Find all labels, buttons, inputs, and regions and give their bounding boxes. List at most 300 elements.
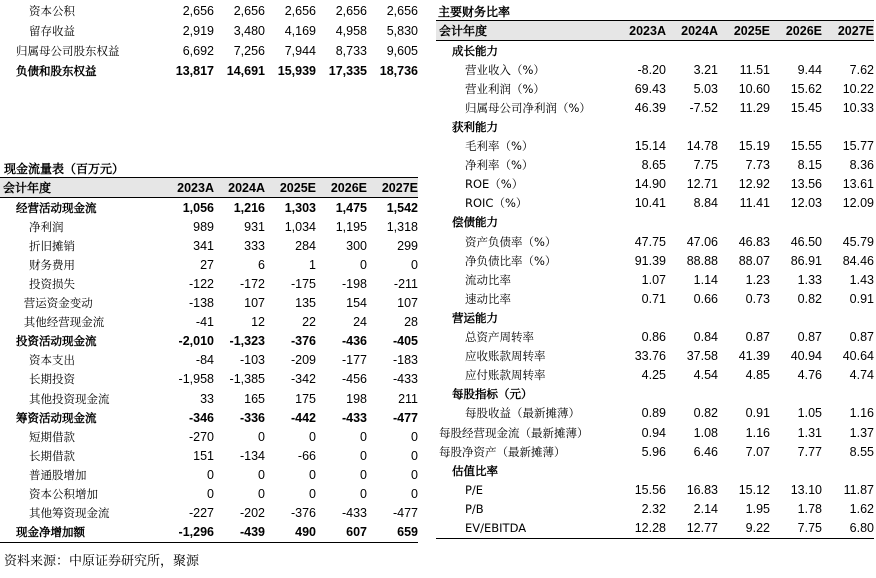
row-label: 投资活动现金流 — [16, 334, 97, 349]
row-value: 5.96 — [641, 444, 666, 459]
row-value: 13.10 — [790, 482, 822, 497]
row-value: -456 — [341, 372, 367, 387]
row-value — [770, 213, 822, 232]
row-value: 1.08 — [693, 425, 718, 440]
row-value: 107 — [397, 296, 418, 311]
row-value: 1.16 — [849, 406, 874, 421]
row-value — [822, 213, 874, 232]
row-value: 4.74 — [849, 368, 874, 383]
row-value: -1,385 — [229, 372, 265, 387]
ratio-row — [436, 156, 874, 175]
row-label: 每股收益（最新摊薄） — [465, 406, 580, 421]
row-value: 3,480 — [233, 24, 265, 38]
row-label: 净负债比率（%） — [465, 253, 557, 268]
row-value — [666, 117, 718, 136]
row-value: 0.86 — [641, 330, 666, 345]
row-label: 财务费用 — [29, 257, 75, 272]
cashflow-header-year: 2024A — [214, 178, 265, 198]
cashflow-header-year: 2023A — [163, 178, 214, 198]
row-value: 2,656 — [284, 4, 316, 18]
cashflow-row — [0, 485, 418, 504]
row-label: 每股指标（元） — [452, 387, 533, 402]
row-value: 6,692 — [182, 44, 214, 58]
row-value: 22 — [302, 315, 316, 330]
row-label: 营业利润（%） — [465, 81, 545, 96]
cashflow-row — [0, 389, 418, 408]
row-value: 0 — [360, 257, 367, 272]
cashflow-header-label: 会计年度 — [0, 178, 163, 198]
row-value: -342 — [290, 372, 316, 387]
row-value: 1,303 — [284, 200, 316, 215]
row-value: 1.05 — [797, 406, 822, 421]
row-value: 4.76 — [797, 368, 822, 383]
row-value: 4,958 — [335, 24, 367, 38]
cashflow-header-year: 2027E — [367, 178, 418, 198]
row-label: 资产负债率（%） — [465, 234, 557, 249]
ratio-row — [436, 499, 874, 518]
row-value: -436 — [341, 334, 367, 349]
row-value: 2.32 — [641, 501, 666, 516]
row-value: 12.92 — [738, 177, 770, 192]
row-label: EV/EBITDA — [465, 520, 527, 535]
row-value: 27 — [200, 257, 214, 272]
row-value: 46.50 — [790, 234, 822, 249]
cashflow-row — [0, 370, 418, 389]
row-label: 投资损失 — [29, 277, 75, 292]
row-value: 3.21 — [693, 62, 718, 77]
ratio-row — [436, 117, 874, 136]
row-label: 净利率（%） — [465, 158, 534, 173]
ratio-row — [436, 328, 874, 347]
row-value: 2.14 — [693, 501, 718, 516]
row-value: 659 — [397, 525, 418, 540]
row-value — [666, 41, 718, 61]
row-label: 营运能力 — [452, 310, 498, 325]
row-value: 135 — [295, 296, 316, 311]
row-value: 15.56 — [634, 482, 666, 497]
row-value: 8,733 — [335, 44, 367, 58]
row-value: 10.22 — [842, 81, 874, 96]
row-value: -134 — [239, 448, 265, 463]
row-value: -442 — [290, 410, 316, 425]
cashflow-row — [0, 236, 418, 255]
row-value: -376 — [290, 506, 316, 521]
row-value: 33 — [200, 391, 214, 406]
row-value: 0 — [360, 467, 367, 482]
row-value: 8.65 — [641, 158, 666, 173]
row-label: 筹资活动现金流 — [16, 410, 97, 425]
row-value: 1.31 — [797, 425, 822, 440]
row-value: 0 — [360, 487, 367, 502]
row-value: -202 — [239, 506, 265, 521]
cashflow-row — [0, 465, 418, 484]
row-value: 7.07 — [745, 444, 770, 459]
ratio-row — [436, 518, 874, 538]
row-value: 40.94 — [790, 349, 822, 364]
row-value: 15,939 — [277, 64, 316, 78]
row-value: 86.91 — [790, 253, 822, 268]
row-value: 15.12 — [738, 482, 770, 497]
ratio-row — [436, 480, 874, 499]
row-label: ROE（%） — [465, 177, 524, 192]
row-value: 15.14 — [634, 139, 666, 154]
row-value — [666, 213, 718, 232]
row-value: 151 — [193, 448, 214, 463]
row-value: 1.16 — [745, 425, 770, 440]
row-label: 毛利率（%） — [465, 139, 534, 154]
row-label: 总资产周转率 — [465, 330, 534, 345]
row-value — [822, 385, 874, 404]
row-value: 1,475 — [335, 200, 367, 215]
row-label: 其他经营现金流 — [23, 315, 105, 330]
row-value — [718, 385, 770, 404]
row-value: 1.78 — [797, 501, 822, 516]
row-value: 0.82 — [693, 406, 718, 421]
row-label: 偿债能力 — [452, 215, 498, 230]
row-value: -84 — [195, 353, 214, 368]
row-label: 负债和股东权益 — [16, 64, 97, 78]
row-value: 0.89 — [641, 406, 666, 421]
row-value: 154 — [346, 296, 367, 311]
ratio-row — [436, 60, 874, 79]
row-value: 0.87 — [849, 330, 874, 345]
row-value: -346 — [188, 410, 214, 425]
ratio-row — [436, 41, 874, 61]
row-label: 资本公积增加 — [29, 487, 98, 502]
ratio-row — [436, 213, 874, 232]
row-value: -183 — [392, 353, 418, 368]
row-label: 普通股增加 — [29, 467, 87, 482]
row-label: 现金净增加额 — [16, 525, 85, 540]
row-value: -439 — [239, 525, 265, 540]
row-value: 37.58 — [686, 349, 718, 364]
row-value — [822, 308, 874, 327]
row-value: 0 — [411, 448, 418, 463]
row-value: 15.77 — [842, 139, 874, 154]
balance-row — [0, 61, 418, 81]
row-value — [666, 385, 718, 404]
row-value: 333 — [244, 238, 265, 253]
cashflow-row — [0, 255, 418, 274]
row-value: 0 — [411, 429, 418, 444]
row-value: 5,830 — [386, 24, 418, 38]
row-value: 14,691 — [226, 64, 265, 78]
row-value: 1 — [309, 257, 316, 272]
row-value — [718, 213, 770, 232]
row-label: 留存收益 — [29, 24, 75, 38]
row-value: 0.73 — [745, 291, 770, 306]
row-value: 46.83 — [738, 234, 770, 249]
row-label: 净利润 — [29, 219, 64, 234]
row-value: 13.56 — [790, 177, 822, 192]
row-value: 15.45 — [790, 100, 822, 115]
row-value: -103 — [239, 353, 265, 368]
row-value — [770, 117, 822, 136]
row-value: 5.03 — [693, 81, 718, 96]
row-value — [770, 385, 822, 404]
row-value: 12.03 — [790, 196, 822, 211]
ratio-row — [436, 289, 874, 308]
row-label: 流动比率 — [465, 272, 511, 287]
row-value: -8.20 — [637, 62, 666, 77]
ratio-row — [436, 98, 874, 117]
row-value: 12 — [251, 315, 265, 330]
ratio-row — [436, 347, 874, 366]
row-value — [616, 41, 666, 61]
row-value: 1,542 — [386, 200, 418, 215]
row-label: 折旧摊销 — [29, 238, 75, 253]
ratio-row — [436, 461, 874, 480]
row-value: 15.55 — [790, 139, 822, 154]
row-value — [616, 461, 666, 480]
row-value: 11.41 — [739, 196, 770, 211]
row-value: 0.94 — [641, 425, 666, 440]
cashflow-row — [0, 217, 418, 236]
row-value: 15.19 — [738, 139, 770, 154]
row-value: 11.51 — [739, 62, 770, 77]
row-value: 300 — [346, 238, 367, 253]
row-value: -172 — [239, 277, 265, 292]
row-value: -209 — [290, 353, 316, 368]
row-value: 4.85 — [745, 368, 770, 383]
row-value: 88.07 — [738, 253, 770, 268]
row-value: -7.52 — [689, 100, 718, 115]
row-label: ROIC（%） — [465, 196, 528, 211]
row-value: 1.62 — [849, 501, 874, 516]
row-value: -177 — [341, 353, 367, 368]
row-value: 0 — [360, 448, 367, 463]
row-value: -405 — [392, 334, 418, 349]
row-value: -270 — [188, 429, 214, 444]
row-value: 0.87 — [797, 330, 822, 345]
row-value: 7,256 — [233, 44, 265, 58]
row-value: 1,195 — [335, 219, 367, 234]
row-value: 7.77 — [797, 444, 822, 459]
ratio-row — [436, 79, 874, 98]
ratios-header-row — [436, 21, 874, 41]
row-value: 7.75 — [693, 158, 718, 173]
row-value: 7.73 — [745, 158, 770, 173]
ratio-row — [436, 385, 874, 404]
row-value: 1,318 — [386, 219, 418, 234]
row-value: 4.25 — [641, 368, 666, 383]
row-value: 931 — [244, 219, 265, 234]
row-value: 0.82 — [797, 291, 822, 306]
row-value: 9.22 — [745, 520, 770, 535]
row-label: 归属母公司股东权益 — [16, 44, 120, 58]
row-value: 607 — [346, 525, 367, 540]
row-value: 47.06 — [686, 234, 718, 249]
row-value: 4,169 — [284, 24, 316, 38]
cashflow-row — [0, 446, 418, 465]
row-value: 0 — [207, 487, 214, 502]
row-label: 归属母公司净利润（%） — [465, 100, 591, 115]
row-value: 0 — [411, 487, 418, 502]
row-value: 0 — [207, 467, 214, 482]
row-value: -336 — [239, 410, 265, 425]
ratio-row — [436, 232, 874, 251]
row-label: 每股净资产（最新摊薄） — [439, 444, 566, 459]
row-value: -138 — [188, 296, 214, 311]
cashflow-row — [0, 504, 418, 523]
row-value: 33.76 — [634, 349, 666, 364]
row-value: 15.62 — [790, 81, 822, 96]
row-label: 其他筹资现金流 — [29, 506, 110, 521]
row-value: 0 — [258, 467, 265, 482]
cashflow-row — [0, 408, 418, 427]
row-value: 84.46 — [842, 253, 874, 268]
row-value: 1.14 — [693, 272, 718, 287]
row-value — [718, 41, 770, 61]
row-value: 1.95 — [745, 501, 770, 516]
row-value — [770, 308, 822, 327]
row-value: 0 — [411, 467, 418, 482]
row-label: 长期投资 — [29, 372, 75, 387]
ratio-row — [436, 404, 874, 423]
row-value — [718, 308, 770, 327]
row-value: 341 — [193, 238, 214, 253]
row-value — [822, 117, 874, 136]
row-value — [718, 117, 770, 136]
balance-row — [0, 21, 418, 41]
row-value: -433 — [341, 506, 367, 521]
row-value: 6.80 — [849, 520, 874, 535]
row-value: 0 — [360, 429, 367, 444]
row-label: 应付账款周转率 — [465, 368, 546, 383]
row-value: 1.37 — [849, 425, 874, 440]
row-value: 0 — [258, 429, 265, 444]
cashflow-header-year: 2026E — [316, 178, 367, 198]
row-value: 0.71 — [641, 291, 666, 306]
row-value: 18,736 — [379, 64, 418, 78]
cashflow-row — [0, 294, 418, 313]
row-value: 0.66 — [693, 291, 718, 306]
row-value: 7.75 — [797, 520, 822, 535]
row-value: 299 — [397, 238, 418, 253]
row-value — [822, 41, 874, 61]
row-value — [616, 213, 666, 232]
row-label: 营业收入（%） — [465, 62, 545, 77]
row-value: -227 — [188, 506, 214, 521]
source-note: 资料来源：中原证券研究所，聚源 — [4, 554, 200, 569]
ratios-header-year: 2023A — [616, 21, 666, 41]
row-value: -175 — [290, 277, 316, 292]
cashflow-header-year: 2025E — [265, 178, 316, 198]
row-value: 0.91 — [849, 291, 874, 306]
row-value: 284 — [295, 238, 316, 253]
row-value: 17,335 — [328, 64, 367, 78]
row-value: 8.15 — [797, 158, 822, 173]
row-value: 14.78 — [686, 139, 718, 154]
row-label: 速动比率 — [465, 291, 511, 306]
row-value — [770, 461, 822, 480]
row-value: 6 — [258, 257, 265, 272]
row-value: 107 — [244, 296, 265, 311]
ratio-row — [436, 308, 874, 327]
row-value: -1,296 — [178, 525, 214, 540]
cashflow-row — [0, 427, 418, 446]
ratio-row — [436, 423, 874, 442]
row-value: 211 — [398, 391, 418, 406]
row-label: 应收账款周转率 — [465, 349, 546, 364]
row-value: 6.46 — [693, 444, 718, 459]
row-value — [822, 461, 874, 480]
row-value: -122 — [188, 277, 214, 292]
cashflow-row — [0, 332, 418, 351]
row-value: 1.33 — [797, 272, 822, 287]
row-value: 8.55 — [849, 444, 874, 459]
row-value: -2,010 — [178, 334, 214, 349]
row-value: 175 — [295, 391, 316, 406]
row-value: 1,056 — [182, 200, 214, 215]
balance-sheet-tail-table — [0, 1, 418, 81]
row-value: 1.23 — [745, 272, 770, 287]
row-value: 7.62 — [849, 62, 874, 77]
row-value: 490 — [295, 525, 316, 540]
row-value — [666, 461, 718, 480]
row-value: 0.87 — [745, 330, 770, 345]
balance-row — [0, 1, 418, 21]
row-value — [770, 41, 822, 61]
row-value: 165 — [244, 391, 265, 406]
row-value: -433 — [341, 410, 367, 425]
row-label: 成长能力 — [452, 43, 498, 58]
row-value: 0 — [411, 257, 418, 272]
row-label: P/E — [465, 482, 484, 497]
row-value: 2,656 — [182, 4, 214, 18]
ratios-header-year: 2024A — [666, 21, 718, 41]
row-label: 估值比率 — [452, 463, 498, 478]
row-value: 45.79 — [842, 234, 874, 249]
cashflow-row — [0, 274, 418, 293]
ratio-row — [436, 194, 874, 213]
row-value: 14.90 — [634, 177, 666, 192]
row-value: 9,605 — [386, 44, 418, 58]
row-value: 16.83 — [686, 482, 718, 497]
row-value: -198 — [341, 277, 367, 292]
row-value: 4.54 — [693, 368, 718, 383]
row-value: 0.84 — [693, 330, 718, 345]
cashflow-row — [0, 198, 418, 218]
row-value: 1,216 — [233, 200, 265, 215]
row-value: 12.71 — [686, 177, 718, 192]
row-value: 12.28 — [634, 520, 666, 535]
ratios-title: 主要财务比率 — [438, 5, 511, 19]
row-value — [666, 308, 718, 327]
row-label: 其他投资现金流 — [29, 391, 110, 406]
row-value: 0 — [309, 487, 316, 502]
ratio-row — [436, 442, 874, 461]
row-value: 0 — [258, 487, 265, 502]
row-value: -66 — [297, 448, 316, 463]
balance-row — [0, 41, 418, 61]
row-value: 2,656 — [386, 4, 418, 18]
row-value: 10.41 — [634, 196, 666, 211]
ratios-header-year: 2026E — [770, 21, 822, 41]
row-value: 69.43 — [634, 81, 666, 96]
row-label: 资本支出 — [29, 353, 75, 368]
row-value: 13,817 — [175, 64, 214, 78]
row-value: 88.88 — [686, 253, 718, 268]
ratios-header-year: 2025E — [718, 21, 770, 41]
row-value: 13.61 — [842, 177, 874, 192]
ratios-header-year: 2027E — [822, 21, 874, 41]
row-value — [616, 385, 666, 404]
row-value: 9.44 — [797, 62, 822, 77]
row-value: -1,323 — [229, 334, 265, 349]
row-value: -376 — [290, 334, 316, 349]
row-value: 24 — [353, 315, 367, 330]
